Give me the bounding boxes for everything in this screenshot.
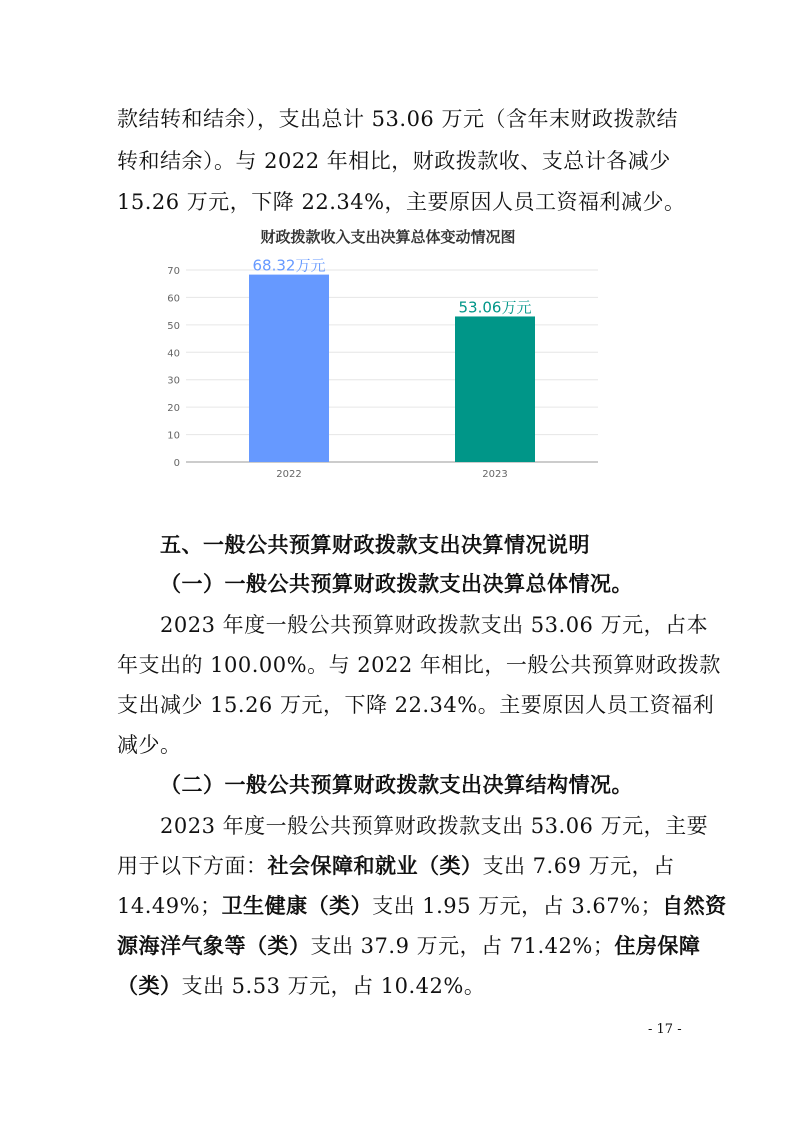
category-housing-end: （类） <box>117 974 182 998</box>
category-health: 卫生健康（类） <box>221 894 373 918</box>
subsection-1-line-4: 减少。 <box>117 733 182 757</box>
subsection-1-line-1: 2023 年度一般公共预算财政拨款支出 53.06 万元，占本 <box>160 613 709 637</box>
chart-title: 财政拨款收入支出决算总体变动情况图 <box>260 228 516 246</box>
y-tick-label: 40 <box>167 348 180 360</box>
section-5-heading: 五、一般公共预算财政拨款支出决算情况说明 <box>160 533 590 557</box>
budget-change-bar-chart <box>148 222 618 490</box>
subsection-2-line-4 <box>117 931 701 961</box>
subsection-1-heading: （一）一般公共预算财政拨款支出决算总体情况。 <box>160 572 633 596</box>
subsection-1-line-2: 年支出的 100.00%。与 2022 年相比，一般公共预算财政拨款 <box>117 653 721 677</box>
y-tick-label: 50 <box>167 320 180 332</box>
y-tick-label: 0 <box>173 458 180 469</box>
y-tick-label: 70 <box>167 266 180 277</box>
category-natural-resources-start: 自然资 <box>662 894 727 918</box>
paragraph-1-line-2: 转和结余）。与 2022 年相比，财政拨款收、支总计各减少 <box>117 149 671 173</box>
subsection-2-heading: （二）一般公共预算财政拨款支出决算结构情况。 <box>160 773 633 797</box>
data-label-2023: 53.06万元 <box>458 298 532 317</box>
page-number: - 17 - <box>648 1022 682 1037</box>
subsection-2-line-1: 2023 年度一般公共预算财政拨款支出 53.06 万元，主要 <box>160 814 709 838</box>
subsection-2-line-5 <box>117 971 677 1001</box>
x-tick-label-2022: 2022 <box>276 469 302 480</box>
chart-bars <box>249 257 535 480</box>
subsection-2-line-2 <box>117 851 677 881</box>
category-natural-resources-end: 源海洋气象等（类） <box>117 934 311 958</box>
data-label-2022: 68.32万元 <box>252 256 326 275</box>
bar-2022 <box>249 275 329 462</box>
bar-2023 <box>455 316 535 462</box>
y-tick-label: 10 <box>167 430 180 442</box>
y-tick-label: 60 <box>167 293 180 305</box>
text-segment: 14.49%； <box>117 894 222 918</box>
category-social-security: 社会保障和就业（类） <box>267 854 483 878</box>
paragraph-1-line-3: 15.26 万元，下降 22.34%，主要原因人员工资福利减少。 <box>117 190 686 214</box>
text-segment: 用于以下方面： <box>117 854 268 878</box>
text-segment: 支出 5.53 万元，占 10.42%。 <box>181 974 486 998</box>
y-tick-label: 20 <box>167 403 180 415</box>
category-housing-start: 住房保障 <box>614 934 701 958</box>
paragraph-1-line-1: 款结转和结余），支出总计 53.06 万元（含年末财政拨款结 <box>117 107 678 131</box>
subsection-1-line-3: 支出减少 15.26 万元，下降 22.34%。主要原因人员工资福利 <box>117 693 715 717</box>
x-tick-label-2023: 2023 <box>482 469 508 480</box>
text-segment: 支出 7.69 万元，占 <box>482 854 675 878</box>
y-tick-label: 30 <box>167 375 180 387</box>
subsection-2-line-3 <box>117 891 727 921</box>
text-segment: 支出 37.9 万元，占 71.42%； <box>310 934 615 958</box>
text-segment: 支出 1.95 万元，占 3.67%； <box>372 894 663 918</box>
